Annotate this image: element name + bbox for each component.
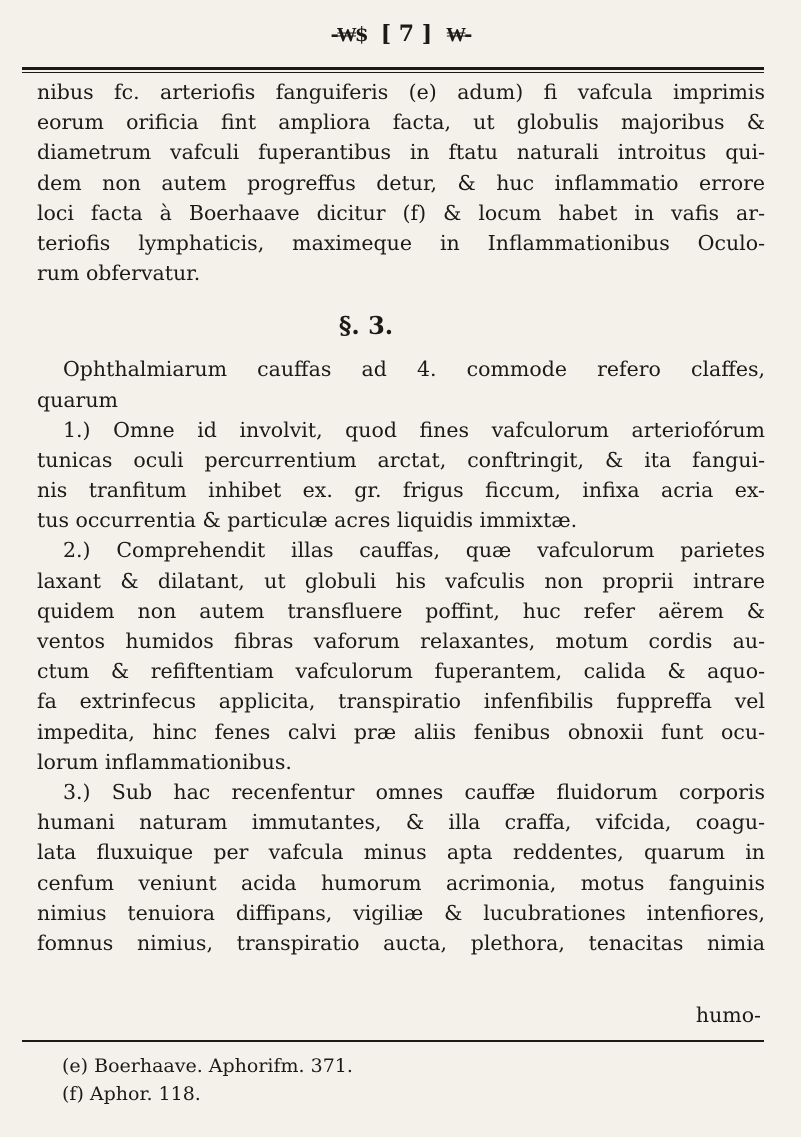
text-line: lorum inflammationibus. bbox=[37, 749, 292, 774]
text-line: fa extrinfecus applicita, transpiratio infenfibilis fuppreffa vel bbox=[37, 689, 765, 714]
text-line: fomnus nimius, transpiratio aucta, plethora, tenacitas nimia bbox=[37, 930, 765, 955]
text-line: ventos humidos fibras vaforum relaxantes, motum cordis au- bbox=[37, 629, 765, 653]
text-line: Ophthalmiarum cauffas ad 4. commode refero claffes, bbox=[63, 357, 765, 382]
text-line: nimius tenuiora diffipans, vigiliæ & lucubrationes intenfiores, bbox=[37, 900, 765, 925]
text-line: dem non autem progreffus detur, & huc inflammatio errore bbox=[37, 170, 765, 195]
text-line: quarum bbox=[37, 387, 118, 412]
left-ornament: -₩$ bbox=[330, 21, 367, 46]
text-line: eorum orificia fint ampliora facta, ut globulis majoribus & bbox=[37, 110, 765, 135]
text-line: loci facta à Boerhaave dicitur (f) & locum habet in vafis ar- bbox=[37, 200, 765, 225]
paragraph-1 bbox=[37, 77, 765, 288]
footnote-rule bbox=[22, 1040, 764, 1042]
text-line: ctum & refiftentiam vafculorum fuperantem, calida & aquo- bbox=[37, 659, 765, 684]
text-line: nis tranfitum inhibet ex. gr. frigus ficcum, infixa acria ex- bbox=[37, 478, 765, 503]
text-line: teriofis lymphaticis, maximeque in Inflammationibus Oculo- bbox=[37, 230, 765, 255]
body-text bbox=[37, 77, 765, 958]
text-line: tunicas oculi percurrentium arctat, conftringit, & ita fangui- bbox=[37, 447, 765, 472]
text-line: lata fluxuique per vafcula minus apta reddentes, quarum in bbox=[37, 840, 765, 865]
text-line: cenfum veniunt acida humorum acrimonia, motus fanguinis bbox=[37, 870, 765, 895]
right-ornament: ₩- bbox=[446, 21, 471, 46]
text-line: diametrum vafculi fuperantibus in ftatu naturali introitus qui- bbox=[37, 140, 765, 165]
section-heading: §. 3. bbox=[338, 311, 394, 341]
page-header bbox=[0, 12, 801, 56]
header-rule-thick bbox=[22, 67, 764, 70]
page-number: [ 7 ] bbox=[380, 21, 433, 47]
list-item-1 bbox=[37, 415, 765, 536]
text-line: humani naturam immutantes, & illa craffa, vifcida, coagu- bbox=[37, 810, 765, 835]
footnote: (f) Aphor. 118. bbox=[62, 1083, 201, 1105]
text-line: 2.) Comprehendit illas cauffas, quæ vafculorum parietes bbox=[63, 538, 765, 563]
header-rule-thin bbox=[22, 72, 764, 73]
text-line: laxant & dilatant, ut globuli his vafculis non proprii intrare bbox=[37, 568, 765, 593]
text-line: 3.) Sub hac recenfentur omnes cauffæ fluidorum corporis bbox=[63, 779, 765, 804]
footnotes bbox=[62, 1052, 662, 1108]
text-line: tus occurrentia & particulæ acres liquidis immixtæ. bbox=[37, 508, 578, 533]
text-line: nibus fc. arteriofis fanguiferis (e) adum) fi vafcula imprimis bbox=[37, 80, 765, 104]
text-line: quidem non autem transfluere poffint, huc refer aërem & bbox=[37, 598, 765, 623]
list-item-2 bbox=[37, 535, 765, 777]
list-item-3 bbox=[37, 777, 765, 958]
text-line: impedita, hinc fenes calvi præ aliis fenibus obnoxii funt ocu- bbox=[37, 719, 765, 744]
text-line: 1.) Omne id involvit, quod fines vafculorum arteriofórum bbox=[63, 417, 765, 442]
text-line: rum obfervatur. bbox=[37, 261, 201, 286]
catchword: humo- bbox=[695, 1003, 761, 1027]
paragraph-2 bbox=[37, 354, 765, 414]
footnote: (e) Boerhaave. Aphorifm. 371. bbox=[62, 1055, 353, 1077]
